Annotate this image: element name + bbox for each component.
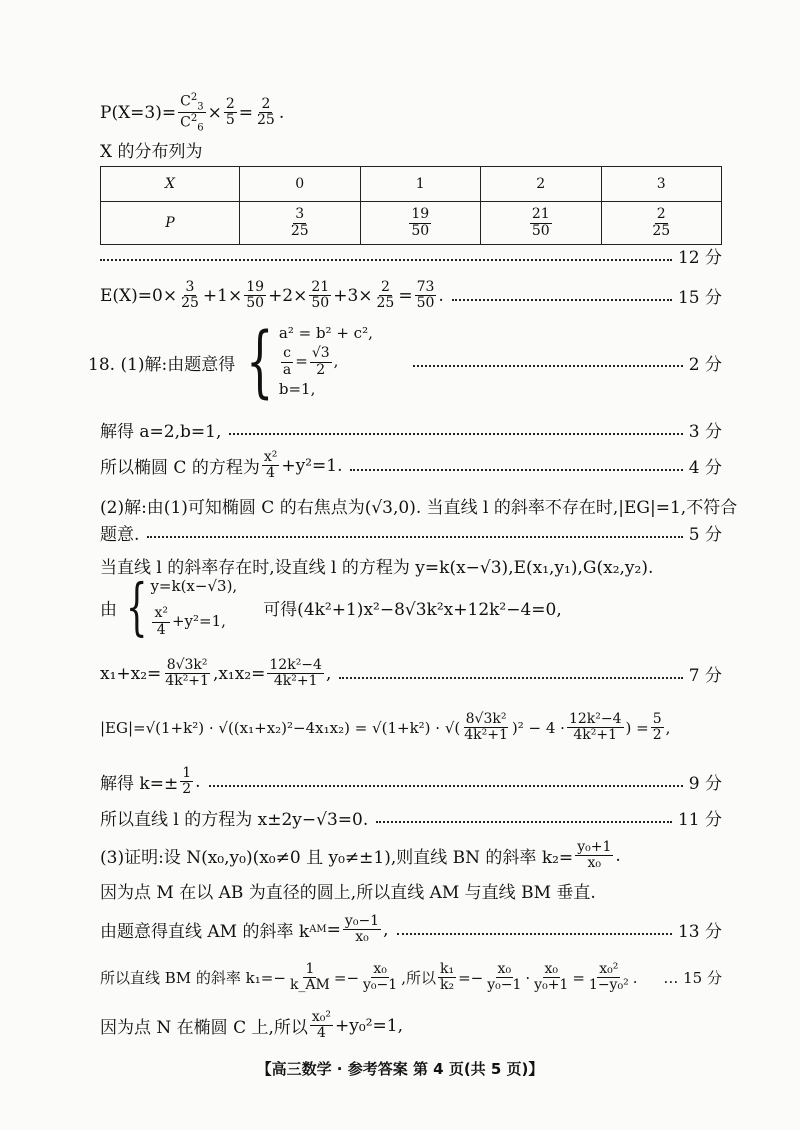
frac-num: 3: [295, 206, 305, 223]
row-frac: [152, 606, 170, 638]
frac-den: 2: [652, 727, 662, 744]
ex-frac: [375, 280, 397, 312]
frac-num: 12k²−4: [269, 657, 322, 673]
part2-intro-line: [100, 493, 738, 518]
text: +y²=1.: [281, 455, 343, 476]
q18-part1-system: [88, 316, 722, 408]
frac-den: 50: [246, 295, 265, 312]
frac-den: 4k²+1: [464, 727, 508, 744]
kam-line: [100, 914, 722, 946]
frac-num: 19: [411, 206, 430, 223]
score-label: 5 分: [688, 525, 722, 545]
text: .: [615, 845, 621, 866]
text: =−: [458, 968, 484, 987]
frac-den: 2: [316, 361, 326, 378]
table-cell: [601, 202, 722, 245]
frac-num: 73: [416, 279, 435, 295]
text: (2)解:由(1)可知椭圆 C 的右焦点为(√3,0). 当直线 l 的斜率不存在时,|EG|=1,不符合: [100, 498, 738, 518]
chord-length-line: [100, 712, 722, 744]
frac-den: y₀+1: [534, 977, 569, 994]
ellipse-equation-line: [100, 450, 722, 482]
frac-num: 19: [246, 279, 265, 295]
px3-line: [100, 92, 722, 134]
text: 解得 k=±: [100, 774, 179, 795]
cell-text: X: [165, 176, 175, 192]
text: ,: [665, 718, 671, 737]
frac-den: 50: [416, 295, 435, 312]
score-label: 9 分: [688, 774, 722, 795]
frac-den: x₀: [355, 929, 369, 946]
table-cell: [481, 202, 602, 245]
inline-frac: [343, 914, 381, 946]
text: +y₀²=1,: [335, 1015, 403, 1036]
text: =: [326, 919, 341, 940]
dot-leader: [209, 785, 683, 787]
frac-num: 1: [182, 765, 192, 781]
text: ,所以: [401, 969, 436, 988]
comb-den-sub: 6: [197, 122, 204, 134]
frac-num: 2: [380, 279, 390, 295]
comb-num: C: [180, 93, 191, 110]
frac-num: 8√3k²: [465, 711, 507, 727]
comb-num-sup: 2: [190, 92, 198, 103]
frac-num: x²: [154, 605, 168, 622]
text: 所以椭圆 C 的方程为: [100, 458, 260, 479]
text: |EG|=√(1+k²) · √((x₁+x₂)²−4x₁x₂) = √(1+k²) · √(: [100, 718, 461, 737]
text: ,: [325, 663, 332, 684]
text: =: [572, 968, 585, 987]
frac-num: k₁: [439, 961, 455, 977]
text: .: [195, 771, 201, 792]
frac-den: 4k²+1: [273, 673, 318, 690]
brace: {: [125, 570, 148, 643]
cell-frac: [650, 207, 672, 239]
frac-den: 50: [531, 222, 550, 239]
text: 所以直线 BM 的斜率 k₁=−: [100, 969, 286, 988]
px3-frac2: [255, 97, 277, 129]
text: ,: [383, 919, 389, 940]
frac-num: x₀: [497, 961, 512, 977]
cell-frac: [409, 207, 431, 239]
line-equation-line: [100, 805, 722, 830]
frac-den: 4k²+1: [573, 727, 618, 744]
dot-leader: [397, 933, 672, 935]
table-cell: [240, 202, 361, 245]
text: 所以直线 l 的方程为 x±2y−√3=0.: [100, 810, 369, 830]
text: 因为点 M 在以 AB 为直径的圆上,所以直线 AM 与直线 BM 垂直.: [100, 883, 596, 903]
table-row: [101, 202, 722, 245]
dot-leader: [100, 259, 672, 261]
text: 题意.: [100, 525, 140, 545]
frac-num: x₀²: [311, 1009, 332, 1025]
frac-den: 4k²+1: [165, 673, 209, 690]
frac-num: 1: [305, 961, 315, 977]
inline-frac: [438, 962, 456, 994]
inline-frac: [651, 712, 664, 744]
frac-num: 2: [656, 206, 666, 223]
inline-frac: [462, 712, 510, 744]
system-row: [279, 346, 373, 378]
inline-frac: [310, 1010, 333, 1042]
frac-num: x₀: [373, 961, 387, 977]
eq: =: [295, 352, 308, 370]
score-label: 11 分: [677, 810, 722, 830]
inline-frac: [262, 450, 280, 482]
frac-num: y₀−1: [344, 913, 380, 929]
text: 由: [100, 599, 117, 620]
vieta-line: [100, 658, 722, 690]
part3-line: [100, 840, 722, 872]
row-frac: [310, 346, 332, 378]
equation-system: [235, 317, 373, 407]
cell-text: 0: [295, 176, 305, 192]
cell-frac: [530, 207, 552, 239]
solve-k-line: [100, 766, 722, 798]
frac-num: x₀²: [599, 961, 619, 977]
ex-frac: [309, 280, 331, 312]
frac-den: 25: [376, 295, 395, 312]
ex-part: E(X)=0×: [100, 285, 178, 306]
text: ) =: [625, 718, 649, 737]
dot-leader: [413, 365, 683, 367]
frac-den: 25: [652, 222, 671, 239]
ex-frac: [244, 280, 266, 312]
text: )² − 4 ·: [511, 718, 565, 737]
frac-num: 21: [311, 279, 330, 295]
frac-num: 8√3k²: [166, 657, 208, 673]
frac-num: 12k²−4: [568, 711, 622, 727]
inline-frac: [485, 962, 523, 994]
inline-frac: [532, 962, 570, 994]
equation-system: [117, 570, 238, 643]
frac-num: 3: [185, 279, 195, 295]
frac-den: y₀−1: [487, 977, 522, 994]
distribution-heading-text: X 的分布列为: [100, 142, 203, 162]
comb-den: C: [180, 115, 191, 132]
text: .: [632, 968, 638, 987]
text: 可得(4k²+1)x²−8√3k²x+12k²−4=0,: [263, 599, 562, 620]
table-cell: [360, 167, 481, 202]
cell-text: 3: [656, 176, 666, 192]
system-row: y=k(x−√3),: [150, 577, 238, 595]
comma: ,: [333, 352, 339, 370]
dot-leader: [229, 433, 682, 435]
score-label: … 15 分: [663, 969, 722, 988]
inline-frac: [575, 840, 613, 872]
inline-frac: [567, 712, 624, 744]
frac-den: y₀−1: [363, 977, 398, 994]
ex-frac: [415, 280, 437, 312]
score-label: 4 分: [688, 458, 722, 479]
inline-frac: [267, 658, 324, 690]
frac-den: 25: [290, 222, 309, 239]
frac-den: k₂: [439, 977, 455, 994]
table-cell: [601, 167, 722, 202]
system-row: a² = b² + c²,: [278, 324, 373, 342]
table-cell: [240, 167, 361, 202]
frac-den: 2: [182, 781, 192, 798]
frac-num: √3: [311, 345, 330, 362]
frac-den: a: [282, 361, 292, 378]
solve-ab-line: [100, 417, 722, 442]
times: ×: [207, 102, 222, 123]
cell-text: 1: [415, 176, 425, 192]
score-label: 12 分: [677, 248, 722, 268]
frac-den: 1−y₀²: [588, 977, 629, 994]
expectation-line: [100, 280, 722, 312]
slope-exists-line: [100, 553, 722, 578]
system-rows: [150, 576, 237, 638]
cell-text: P: [165, 215, 175, 231]
text: 因为点 N 在椭圆 C 上,所以: [100, 1018, 308, 1039]
frac-den: x₀: [587, 855, 602, 872]
distribution-heading: [100, 137, 722, 162]
score-label: 3 分: [688, 422, 722, 442]
inline-frac: [163, 658, 211, 690]
frac-num: 2: [225, 96, 235, 113]
comb-num-sub: 3: [197, 101, 204, 113]
cell-text: 2: [536, 176, 546, 192]
table-cell: [101, 167, 240, 202]
score-line-12: [100, 243, 722, 268]
frac-den: 25: [257, 112, 275, 129]
text: ·: [525, 968, 531, 987]
frac-den: 25: [181, 295, 199, 312]
page-footer: 【高三数学 · 参考答案 第 4 页(共 5 页)】: [256, 1060, 544, 1078]
frac-num: x₀: [544, 961, 559, 977]
ex-part: =: [398, 285, 413, 306]
inline-frac: [180, 766, 193, 798]
frac-den: k_AM: [289, 977, 330, 994]
k1-line: [100, 962, 722, 994]
text: 当直线 l 的斜率存在时,设直线 l 的方程为 y=k(x−√3),E(x₁,y₁),G(x₂,y₂).: [100, 558, 654, 578]
period: .: [278, 102, 285, 123]
perpendicular-line: [100, 878, 722, 903]
table-cell: [360, 202, 481, 245]
score-label: 15 分: [677, 288, 722, 309]
px3-comb-frac: [178, 92, 205, 134]
score-label: 7 分: [688, 666, 722, 687]
dot-leader: [339, 677, 682, 679]
brace: {: [246, 317, 274, 407]
frac-den: 4: [156, 621, 166, 638]
table-cell: [101, 202, 240, 245]
frac-num: c: [283, 345, 291, 362]
text: 解得 a=2,b=1,: [100, 422, 222, 442]
subscript: AM: [309, 924, 327, 936]
score-label: 13 分: [677, 922, 722, 943]
cell-frac: [289, 207, 311, 239]
px3-lhs: P(X=3)=: [100, 102, 177, 123]
comb-den-sup: 2: [190, 113, 198, 125]
text: (3)证明:设 N(x₀,y₀)(x₀≠0 且 y₀≠±1),则直线 BN 的斜率 k₂=: [100, 848, 574, 869]
last-line: [100, 1010, 722, 1042]
dot-leader: [452, 299, 672, 301]
frac-num: x²: [263, 449, 278, 465]
inline-frac: [288, 962, 332, 994]
inline-frac: [587, 962, 631, 994]
ex-part: +2×: [268, 285, 308, 306]
dot-leader: [147, 536, 682, 538]
row-frac: [281, 346, 293, 378]
part2-intro-line-2: [100, 520, 722, 545]
system2-line: [100, 570, 722, 643]
system-rows: [279, 323, 373, 401]
text: ,x₁x₂=: [212, 663, 266, 684]
text: x₁+x₂=: [100, 663, 162, 684]
system-row: b=1,: [278, 380, 316, 399]
eq: =: [238, 102, 254, 123]
dot-leader: [376, 821, 672, 823]
table-cell: [481, 167, 602, 202]
frac-den: 50: [311, 295, 330, 312]
ex-part: .: [438, 285, 444, 306]
frac-num: y₀+1: [577, 839, 612, 855]
frac-den: 50: [411, 222, 430, 239]
frac-den: 4: [266, 465, 276, 482]
text: +y²=1,: [171, 612, 226, 631]
frac-num: 2: [261, 96, 271, 113]
distribution-table: [100, 166, 722, 245]
ex-part: +1×: [202, 285, 243, 306]
frac-den: 4: [317, 1025, 326, 1042]
frac-num: 5: [652, 711, 662, 727]
system-row: [150, 606, 237, 638]
q18-label: 18. (1)解:由题意得: [88, 354, 236, 375]
score-label: 2 分: [688, 354, 722, 375]
px3-frac1: [224, 97, 237, 129]
ex-part: +3×: [333, 285, 373, 306]
ex-frac: [179, 280, 201, 312]
inline-frac: [361, 962, 399, 994]
text: =−: [333, 968, 360, 987]
frac-num: 21: [531, 206, 550, 223]
table-row: [101, 167, 722, 202]
frac-den: 5: [225, 112, 235, 129]
dot-leader: [350, 469, 682, 471]
text: 由题意得直线 AM 的斜率 k: [100, 922, 310, 943]
